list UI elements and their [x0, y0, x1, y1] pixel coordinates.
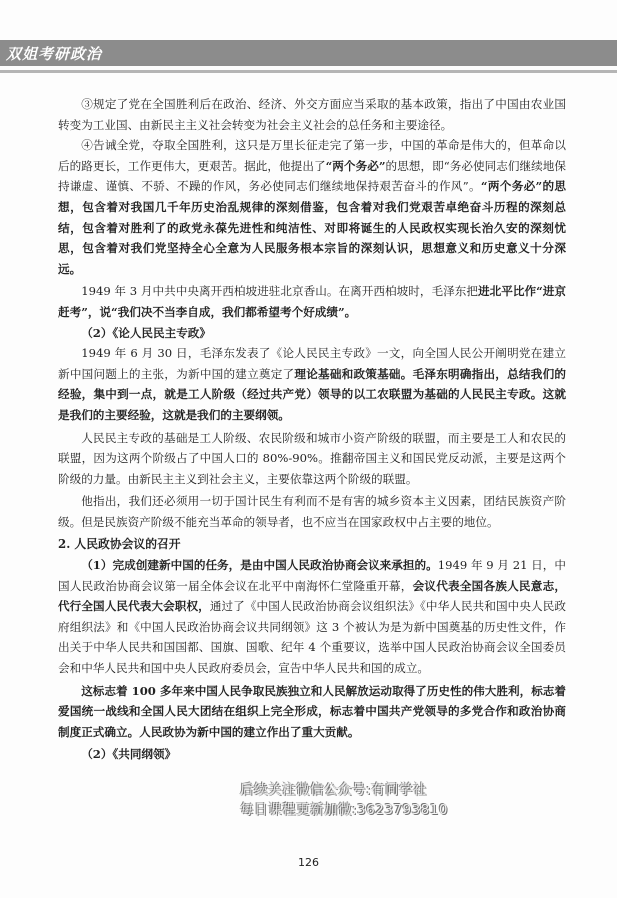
- paragraph: [58, 744, 566, 765]
- bold-text: （2）《论人民民主专政》: [81, 325, 211, 340]
- paragraph: [58, 555, 566, 679]
- bold-text: （2）《共同纲领》: [81, 747, 177, 762]
- text-run: 1949 年 3 月中共中央离开西柏坡进驻北京香山。在离开西柏坡时，毛泽东把: [81, 284, 478, 299]
- text-run: 通过了《中国人民政治协商会议组织法》《中华人民共和国中央人民政府组织法》和《中国人民政治协商会议共同纲领》这 3 个被认为是为新中国奠基的历史性文件，作出关于中华人民共和国国都、国旗、国歌、纪年 4 个重要议，选举中国人民政治协商会议全国委员会和中华人民共和国中央人民政府委员会，宣告中华人民共和国的成立。: [58, 599, 566, 676]
- text-run: ③规定了党在全国胜利后在政治、经济、外交方面应当采取的基本政策，指出了中国由农业国转变为工业国、由新民主主义社会转变为社会主义社会的总任务和主要途径。: [58, 97, 566, 132]
- bold-text: “两个务必”: [325, 158, 386, 173]
- bold-text: 。毛泽东明确指出，总结我们的经验，集中到一点，就是工人阶级（经过共产党）领导的以工农联盟为基础的人民民主专政。这就是我们的主要经验，这就是我们的主要纲领。: [58, 366, 566, 422]
- paragraph: [58, 135, 566, 279]
- text-run: 1949 年 9 月 21 日，中国人民政治协商会议第一届全体会议在北平中南海怀仁堂隆重开幕，: [58, 558, 566, 593]
- text-run: 1949 年 6 月 30 日，毛泽东发表了《论人民民主专政》一文，向全国人民公开阐明党在建立新中国问题上的主张，为新中国的建立奠定了: [58, 346, 566, 381]
- paragraph: [58, 491, 566, 532]
- bold-text: “两个务必”的思想，包含着对我国几千年历史治乱规律的深刻借鉴，包含着对我们党艰苦卓绝奋斗历程的深刻总结，包含着对胜利了的政党永葆先进性和纯洁性、对即将诞生的人民政权实现长治久安的深刻忧思，包含着对我们党坚持全心全意为人民服务根本宗旨的深刻认识，思想意义和历史意义十分深远。: [58, 179, 566, 276]
- header-divider: [0, 70, 617, 73]
- header-title: 双姐考研政治: [6, 45, 103, 63]
- section-heading: [58, 534, 566, 555]
- watermark: [240, 780, 448, 820]
- text-run: 人民民主专政的基础是工人阶级、农民阶级和城市小资产阶级的联盟，而主要是工人和农民的联盟，因为这两个阶级占了中国人口的 80%-90%。推翻帝国主义和国民党反动派，主要是这两个阶级的力量。由新民主主义到社会主义，主要依靠这两个阶级的联盟。: [58, 430, 566, 486]
- paragraph: [58, 681, 566, 743]
- paragraph: [58, 428, 566, 490]
- bold-text: 会议代表全国各族人民意志，代行全国人民代表大会职权，: [58, 578, 566, 614]
- text-run: 的思想，即“务必使同志们继续地保持谦虚、谨慎、不骄、不躁的作风，务必使同志们继续地保持艰苦奋斗的作风”。: [58, 158, 566, 194]
- paragraph: [58, 281, 566, 322]
- page-body: [58, 94, 566, 765]
- text-run: ④告诫全党，夺取全国胜利，这只是万里长征走完了第一步，中国的革命是伟大的，但革命以后的路更长，工作更伟大，更艰苦。据此，他提出了: [58, 138, 566, 173]
- watermark-line-1: 后续关注微信公众号:有间学社: [240, 782, 428, 798]
- paragraph: [58, 343, 566, 425]
- bold-text: 进北平比作“进京赶考”，说“我们决不当李自成，我们都希望考个好成绩”。: [58, 284, 566, 319]
- header-band: [0, 40, 617, 66]
- bold-text: 这标志着 100 多年来中国人民争取民族独立和人民解放运动取得了历史性的伟大胜利，标志着爱国统一战线和全国人民大团结在组织上完全形成，标志着中国共产党领导的多党合作和政治协商制度正式确立。人民政协为新中国的建立作出了重大贡献。: [58, 683, 566, 739]
- page-number: 126: [298, 856, 319, 869]
- text-run: 他指出，我们还必须用一切于国计民生有利而不是有害的城乡资本主义因素，团结民族资产阶级。但是民族资产阶级不能充当革命的领导者，也不应当在国家政权中占主要的地位。: [58, 494, 566, 529]
- paragraph: [58, 323, 566, 344]
- bold-text: 2. 人民政协会议的召开: [58, 537, 181, 552]
- paragraph: [58, 94, 566, 135]
- bold-text: （1）完成创建新中国的任务，是由中国人民政治协商会议来承担的。: [81, 558, 438, 573]
- bold-text: 理论基础和政策基础: [294, 366, 401, 381]
- watermark-line-2: 每日课程更新加微:3623793810: [240, 802, 448, 818]
